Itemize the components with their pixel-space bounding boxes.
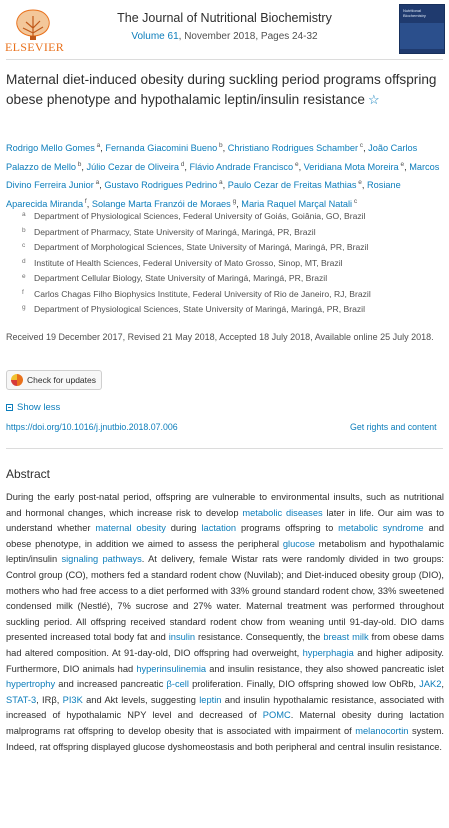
author-link[interactable]: Flávio Andrade Francisco	[189, 161, 294, 172]
article-history: Received 19 December 2017, Revised 21 May 2018, Accepted 18 July 2018, Available online 25 July 2018.	[6, 332, 434, 342]
affiliation-letter: c	[22, 242, 26, 249]
author-affiliation-marker[interactable]: e	[356, 179, 362, 187]
affiliation-item	[22, 256, 442, 272]
cover-band	[400, 23, 444, 49]
abstract-text: programs offspring to	[236, 523, 339, 534]
check-for-updates-button[interactable]	[6, 370, 102, 390]
topic-link[interactable]: JAK2	[419, 679, 442, 690]
abstract-text: , IRβ,	[36, 694, 63, 705]
affiliation-text: Institute of Health Sciences, Federal University of Mato Grosso, Sinop, MT, Brazil	[34, 257, 343, 268]
topic-link[interactable]: glucose	[282, 538, 315, 549]
author-link[interactable]: Júlio Cezar de Oliveira	[86, 161, 179, 172]
author-link[interactable]: João Carlos Palazzo de Mello	[6, 143, 418, 172]
article-title	[6, 70, 444, 110]
abstract-text: during	[165, 523, 202, 534]
affiliation-item	[22, 225, 442, 241]
author-affiliation-marker[interactable]: e	[398, 160, 405, 168]
affiliation-item	[22, 287, 442, 303]
affiliation-letter: f	[22, 288, 24, 296]
affiliation-letter: b	[22, 226, 26, 234]
journal-title[interactable]: The Journal of Nutritional Biochemistry	[117, 11, 332, 25]
journal-header	[0, 0, 449, 58]
check-for-updates-label: Check for updates	[27, 375, 96, 385]
journal-cover-thumbnail[interactable]	[399, 4, 445, 54]
affiliation-item	[22, 302, 442, 318]
abstract-text: ,	[441, 679, 444, 690]
author-affiliation-marker[interactable]: c	[352, 197, 358, 205]
topic-link[interactable]: metabolic diseases	[242, 507, 323, 518]
author-link[interactable]: Christiano Rodrigues Schamber	[227, 143, 358, 154]
abstract-divider	[6, 448, 443, 449]
author-affiliation-marker[interactable]: a	[93, 179, 100, 187]
topic-link[interactable]: metabolic syndrome	[338, 523, 424, 534]
abstract-text: resistance. Consequently, the	[195, 632, 324, 643]
author-link[interactable]: Rosiane Aparecida Miranda	[6, 180, 401, 209]
topic-link[interactable]: melanocortin	[355, 725, 409, 736]
star-icon[interactable]: ☆	[367, 92, 380, 107]
abstract-text: and higher adiposity. Furthermore, DIO animals had	[6, 647, 444, 674]
show-less-toggle[interactable]	[6, 402, 60, 413]
volume-link[interactable]: Volume 61	[131, 31, 179, 42]
topic-link[interactable]: hyperinsulinemia	[136, 663, 207, 674]
author-affiliation-marker[interactable]: b	[217, 142, 223, 149]
publisher-name[interactable]: ELSEVIER	[5, 40, 65, 54]
topic-link[interactable]: POMC	[262, 710, 291, 721]
topic-link[interactable]: hyperphagia	[302, 647, 354, 658]
abstract-text: and obese phenotype, in addition we aimed to assess the peripheral	[6, 523, 444, 549]
crossmark-icon	[11, 374, 23, 386]
affiliation-text: Carlos Chagas Filho Biophysics Institute, Federal University of Rio de Janeiro, RJ, Brazil	[34, 288, 371, 299]
doi-link[interactable]: https://doi.org/10.1016/j.jnutbio.2018.07.006	[6, 422, 178, 432]
author-affiliation-marker[interactable]: f	[83, 197, 87, 205]
affiliation-text: Department of Physiological Sciences, Federal University of Goiás, Goiânia, GO, Brazil	[34, 211, 366, 221]
abstract-text: from obese dams had altered composition. At 91-day-old, DIO offspring had overweight,	[6, 632, 444, 658]
author-link[interactable]: Marcos Divino Ferreira Junior	[6, 161, 440, 191]
topic-link[interactable]: PI3K	[62, 694, 83, 705]
topic-link[interactable]: signaling pathways	[61, 554, 142, 565]
affiliation-letter: e	[22, 273, 26, 280]
affiliation-text: Department of Pharmacy, State University of Maringá, Maringá, PR, Brazil	[34, 226, 316, 237]
rights-and-content-link[interactable]: Get rights and content	[350, 422, 437, 432]
abstract-text: and increased pancreatic	[55, 679, 167, 690]
author-link[interactable]: Paulo Cezar de Freitas Mathias	[227, 180, 357, 191]
journal-issue-info	[0, 31, 449, 42]
affiliation-item	[22, 240, 442, 256]
topic-link[interactable]: breast milk	[323, 632, 369, 643]
article-title-text: Maternal diet-induced obesity during suckling period programs offspring obese phenotype and hypothalamic leptin/insulin resistance	[6, 72, 437, 107]
abstract-text: and insulin resistance, they also showed pancreatic islet	[206, 663, 444, 674]
abstract-heading: Abstract	[6, 467, 51, 481]
author-affiliation-marker[interactable]: c	[358, 142, 364, 149]
abstract-text: proliferation. Finally, DIO offspring showed low ObRb,	[188, 679, 420, 690]
abstract-text: later in life. Our aim was to understand whether	[6, 507, 444, 534]
abstract-text: . Maternal obesity during lactation malprograms rat offspring to develop obesity that is associated with impairment of	[6, 710, 444, 736]
affiliation-text: Department Cellular Biology, State University of Maringá, Maringá, PR, Brazil	[34, 273, 328, 283]
affiliation-list	[22, 209, 442, 318]
author-affiliation-marker[interactable]: a	[217, 179, 223, 187]
author-affiliation-marker[interactable]: g	[230, 197, 237, 205]
abstract-text: . At delivery, female Wistar rats were randomly divided in two groups: Control group (CO), mothers fed a standard rodent chow (Nuvilab); and Diet-induced obesity group (DIO), mothers who had free access to a diet performed with 33% ground standard rodent chow, 33% sweetened condensed milk (Nestlé), 7% sucrose and 27% water. Maternal treatment was performed throughout suckling period. All offspring received standard rodent chow from weaning until 91-day-old. DIO dams presented increased total body fat and	[6, 554, 445, 643]
author-link[interactable]: Rodrigo Mello Gomes	[6, 143, 95, 154]
author-affiliation-marker[interactable]: d	[178, 160, 185, 168]
author-list: Rodrigo Mello Gomes $^a$, Fernanda Giacomini Bueno $^b$, Christiano Rodrigues Schamber $^c$, João Carlos Palazzo de Mello $^b$, Júlio Cezar de Oliveira $^d$, Flávio Andrade Francisco $^e$, Veridiana Mota Moreira $^e$, Marcos Divino Ferreira Junior $^a$, Gustavo Rodrigues Pedrino $^a$, Paulo Cezar de Freitas Mathias $^e$, Rosiane Aparecida Miranda $^f$, Solange Marta Franzói de Moraes $^g$, Maria Raquel Marçal Natali $^c$	[6, 142, 440, 209]
affiliation-letter: g	[22, 304, 26, 311]
author-affiliation-marker[interactable]: a	[94, 142, 101, 149]
affiliation-item	[22, 271, 442, 287]
abstract-text: system. Indeed, rat offspring displayed glucose dyshomeostasis and both peripheral and central insulin resistance.	[6, 725, 445, 752]
author-link[interactable]: Veridiana Mota Moreira	[303, 161, 399, 172]
topic-link[interactable]: maternal obesity	[95, 523, 166, 534]
author-link[interactable]: Solange Marta Franzói de Moraes	[91, 198, 231, 209]
author-link[interactable]: Maria Raquel Marçal Natali	[241, 198, 353, 209]
topic-link[interactable]: lactation	[201, 523, 237, 534]
author-link[interactable]: Gustavo Rodrigues Pedrino	[104, 180, 218, 191]
abstract-body	[6, 490, 444, 755]
affiliation-item	[22, 209, 442, 225]
issue-pages: , November 2018, Pages 24-32	[178, 31, 318, 42]
author-affiliation-marker[interactable]: e	[293, 160, 299, 168]
abstract-text: metabolism and hypothalamic leptin/insulin	[6, 538, 444, 565]
author-affiliation-marker[interactable]: b	[75, 160, 82, 168]
author-link[interactable]: Fernanda Giacomini Bueno	[105, 143, 218, 154]
topic-link[interactable]: insulin	[168, 632, 196, 643]
topic-link[interactable]: β-cell	[166, 679, 189, 690]
affiliation-letter: a	[22, 211, 26, 218]
abstract-text: and insulin hypothalamic resistance, associated with increased of hypothalamic NPY level and decreased of	[6, 694, 445, 721]
topic-link[interactable]: leptin	[199, 694, 222, 705]
affiliation-letter: d	[22, 257, 26, 265]
affiliation-text: Department of Physiological Sciences, State University of Maringá, Maringá, PR, Brazil	[34, 304, 365, 314]
collapse-icon	[6, 404, 13, 411]
show-less-label: Show less	[17, 402, 61, 413]
abstract-text: During the early post-natal period, offspring are vulnerable to environmental insults, such as nutritional and hormonal changes, which increase risk to develop	[6, 492, 444, 518]
header-divider	[6, 59, 443, 60]
topic-link[interactable]: STAT-3	[6, 694, 37, 705]
abstract-text: and Akt levels, suggesting	[82, 694, 200, 705]
affiliation-text: Department of Morphological Sciences, State University of Maringá, Maringá, PR, Brazil	[34, 242, 369, 252]
topic-link[interactable]: hypertrophy	[6, 679, 56, 690]
cover-title: Nutritional Biochemistry	[403, 8, 426, 18]
